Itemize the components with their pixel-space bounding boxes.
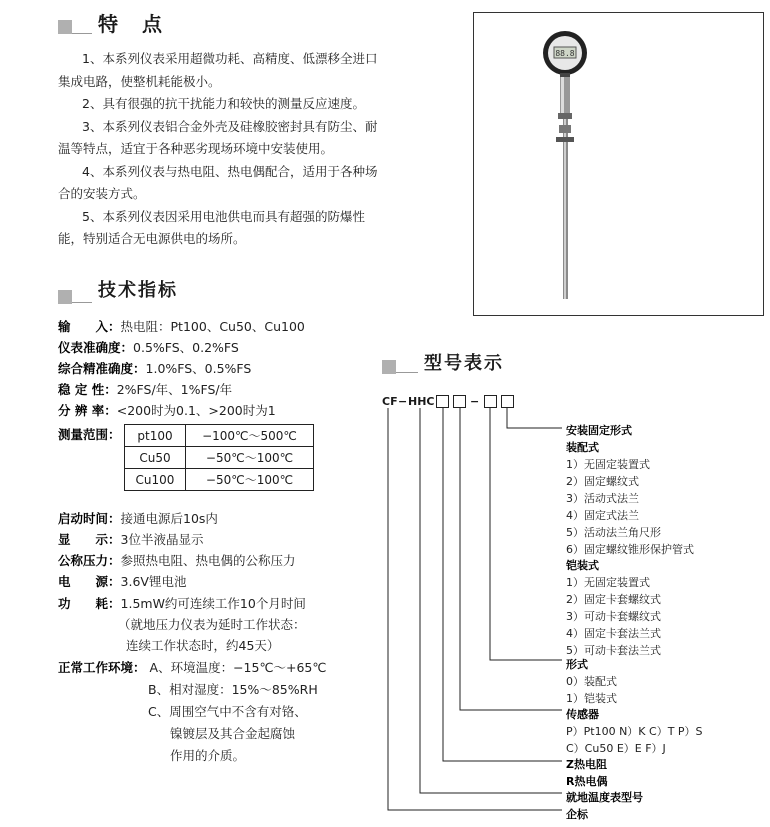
spec-environment	[58, 658, 326, 676]
section-rule	[396, 372, 418, 373]
spec-stability	[58, 380, 232, 398]
features-title: 特 点	[98, 12, 164, 36]
label-option: 5）可动卡套法兰式	[566, 644, 661, 657]
spec-value: 3.6V锂电池	[120, 574, 187, 589]
spec-value: A、环境温度：−15℃～+65℃	[149, 660, 327, 675]
spec-input	[58, 317, 305, 335]
label-rtd: Z热电阻	[566, 758, 607, 771]
spec-label: 功 耗：	[58, 596, 121, 611]
range-value: −50℃～100℃	[186, 469, 314, 491]
spec-value: 接通电源后10s内	[120, 511, 218, 526]
spec-label: 仪表准确度：	[58, 340, 134, 355]
thermometer-image	[474, 13, 763, 315]
spec-label: 分 辨 率：	[58, 403, 117, 418]
spec-power	[58, 572, 186, 590]
feature-item: 3、本系列仪表铝合金外壳及硅橡胶密封具有防尘、耐温等特点，适宜于各种恶劣现场环境中安装使用。	[58, 118, 378, 156]
spec-display	[58, 530, 203, 548]
model-dash: −	[398, 395, 408, 408]
spec-value: 1.5mW约可连续工作10个月时间	[120, 596, 306, 611]
label-company-standard: 企标	[566, 808, 588, 821]
label-option: 3）可动卡套螺纹式	[566, 610, 661, 623]
table-row	[125, 447, 314, 469]
section-marker	[58, 290, 72, 304]
label-option: 2）固定螺纹式	[566, 475, 639, 488]
spec-consumption-note: 连续工作状态时，约45天）	[126, 638, 280, 653]
label-thermocouple: R热电偶	[566, 775, 608, 788]
label-option: 6）固定螺纹锥形保护管式	[566, 543, 694, 556]
spec-consumption	[58, 594, 306, 612]
label-option: C）Cu50 E）E F）J	[566, 742, 666, 755]
feature-item: 5、本系列仪表因采用电池供电而具有超强的防爆性能，特别适合无电源供电的场所。	[58, 208, 365, 246]
spec-label: 综合精准确度：	[58, 361, 146, 376]
label-model-no: 就地温度表型号	[566, 791, 643, 804]
label-form-title: 形式	[566, 658, 588, 671]
spec-label: 电 源：	[58, 574, 121, 589]
spec-value: 3位半液晶显示	[120, 532, 204, 547]
section-rule	[72, 33, 92, 34]
spec-combined	[58, 359, 251, 377]
spec-environment-b: B、相对湿度：15%～85%RH	[148, 682, 318, 697]
spec-value: 2%FS/年、1%FS/年	[116, 382, 233, 397]
spec-label: 稳 定 性：	[58, 382, 117, 397]
label-option: 4）固定式法兰	[566, 509, 639, 522]
label-assembly: 装配式	[566, 441, 599, 454]
spec-label: 显 示：	[58, 532, 121, 547]
range-value: −100℃～500℃	[186, 425, 314, 447]
section-rule	[72, 302, 92, 303]
spec-value: 1.0%FS、0.5%FS	[145, 361, 252, 376]
table-row	[125, 469, 314, 491]
spec-environment-c: 作用的介质。	[170, 748, 246, 763]
spec-pressure	[58, 551, 296, 569]
spec-environment-c: 镍镀层及其合金起腐蚀	[170, 726, 296, 741]
specs-title: 技术指标	[98, 280, 178, 301]
range-value: −50℃～100℃	[186, 447, 314, 469]
feature-item: 1、本系列仪表采用超微功耗、高精度、低漂移全进口集成电路，使整机耗能极小。	[58, 51, 378, 89]
spec-label: 启动时间：	[58, 511, 121, 526]
label-option: 3）活动式法兰	[566, 492, 639, 505]
spec-label: 测量范围：	[58, 427, 121, 442]
section-marker	[58, 20, 72, 34]
model-title: 型号表示	[424, 353, 504, 374]
model-prefix: CF	[382, 395, 398, 408]
range-sensor: Cu100	[125, 469, 186, 491]
spec-environment-c: C、周围空气中不含有对铬、	[148, 704, 307, 719]
spec-label: 公称压力：	[58, 553, 121, 568]
section-marker	[382, 360, 396, 374]
range-sensor: pt100	[125, 425, 186, 447]
label-option: 2）固定卡套螺纹式	[566, 593, 661, 606]
label-option: 1）无固定装置式	[566, 576, 650, 589]
label-option: 4）固定卡套法兰式	[566, 627, 661, 640]
spec-label: 输 入：	[58, 319, 121, 334]
label-option: 0）装配式	[566, 675, 617, 688]
feature-item: 2、具有很强的抗干扰能力和较快的测量反应速度。	[82, 96, 365, 111]
spec-range	[58, 425, 121, 443]
display-reading: 88.8	[555, 49, 575, 58]
spec-accuracy	[58, 338, 239, 356]
product-photo	[473, 12, 764, 316]
spec-label: 正常工作环境：	[58, 660, 146, 675]
table-row	[125, 425, 314, 447]
spec-value: 热电阻：Pt100、Cu50、Cu100	[120, 319, 305, 334]
model-series: HHC	[408, 395, 435, 408]
label-option: 5）活动法兰角尺形	[566, 526, 661, 539]
spec-consumption-note: （就地压力仪表为延时工作状态：	[118, 617, 306, 632]
label-option: 1）无固定装置式	[566, 458, 650, 471]
label-sensor-title: 传感器	[566, 708, 599, 721]
label-option: 1）铠装式	[566, 692, 617, 705]
label-option: P）Pt100 N）K C）T P）S	[566, 725, 703, 738]
spec-value: <200时为0.1、>200时为1	[116, 403, 276, 418]
range-sensor: Cu50	[125, 447, 186, 469]
label-armored: 铠装式	[566, 559, 599, 572]
model-dash: −	[470, 395, 480, 408]
model-leader-lines	[380, 405, 580, 825]
label-mount-title: 安装固定形式	[566, 424, 632, 437]
feature-item: 4、本系列仪表与热电阻、热电偶配合，适用于各种场合的安装方式。	[58, 163, 378, 201]
spec-resolution	[58, 401, 276, 419]
range-table	[124, 424, 314, 491]
spec-value: 0.5%FS、0.2%FS	[133, 340, 239, 355]
spec-startup	[58, 509, 218, 527]
spec-value: 参照热电阻、热电偶的公称压力	[120, 553, 296, 568]
features-list	[58, 48, 386, 251]
